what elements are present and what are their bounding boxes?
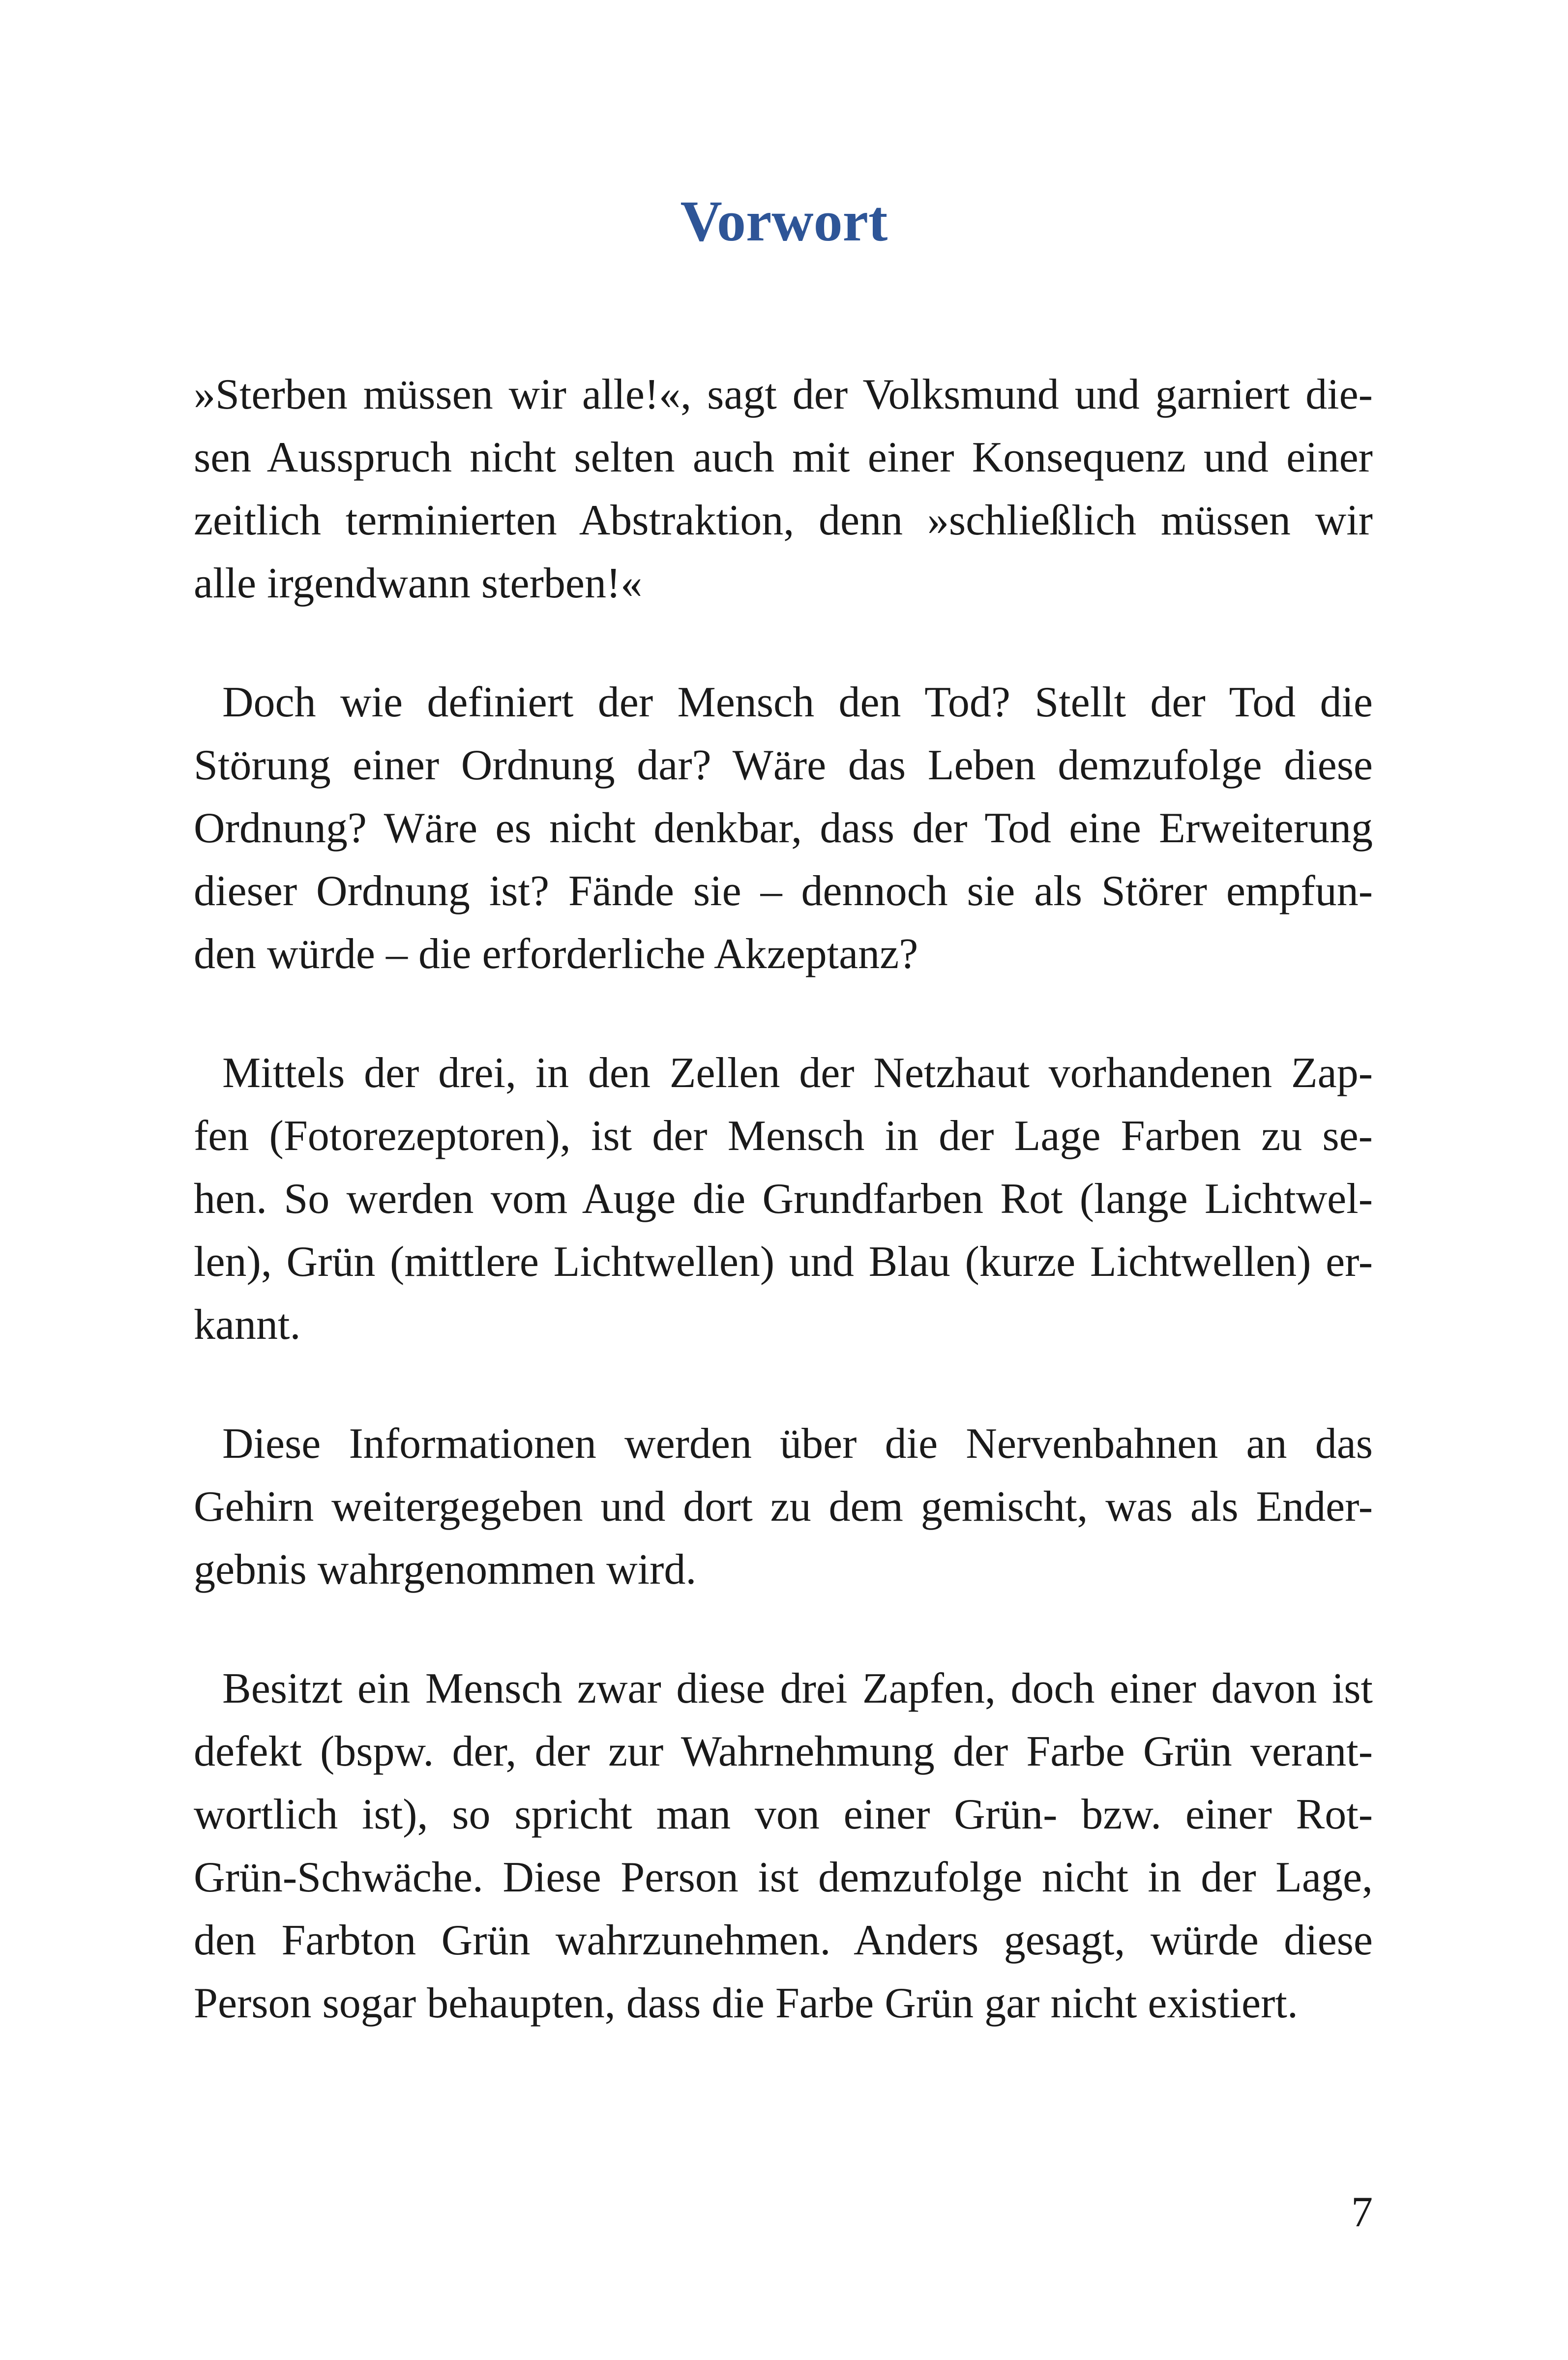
text-line: len), Grün (mittlere Lichtwellen) und Blau (kurze Lichtwellen) er- bbox=[194, 1238, 1373, 1286]
text-line: Person sogar behaupten, dass die Farbe Grün gar nicht existiert. bbox=[194, 1979, 1298, 2027]
text-line: Gehirn weitergegeben und dort zu dem gemischt, was als Ender- bbox=[194, 1483, 1373, 1531]
page-title: Vorwort bbox=[680, 189, 888, 253]
page-number: 7 bbox=[1351, 2188, 1373, 2236]
text-line: dieser Ordnung ist? Fände sie – dennoch sie als Störer empfun- bbox=[194, 867, 1373, 915]
text-line: Grün-Schwäche. Diese Person ist demzufolge nicht in der Lage, bbox=[194, 1854, 1373, 1901]
text-line: zeitlich terminierten Abstraktion, denn »schließlich müssen wir bbox=[194, 497, 1373, 544]
text-line: alle irgendwann sterben!« bbox=[194, 560, 643, 607]
text-line: wortlich ist), so spricht man von einer Grün- bzw. einer Rot- bbox=[194, 1791, 1373, 1838]
text-line: hen. So werden vom Auge die Grundfarben Rot (lange Lichtwel- bbox=[194, 1175, 1373, 1223]
text-line: Ordnung? Wäre es nicht denkbar, dass der Tod eine Erweiterung bbox=[194, 804, 1373, 852]
text-line: Mittels der drei, in den Zellen der Netzhaut vorhandenen Zap- bbox=[222, 1049, 1373, 1097]
text-line: den Farbton Grün wahrzunehmen. Anders gesagt, würde diese bbox=[194, 1917, 1373, 1964]
text-line: Doch wie definiert der Mensch den Tod? Stellt der Tod die bbox=[222, 678, 1373, 726]
text-line: Störung einer Ordnung dar? Wäre das Leben demzufolge diese bbox=[194, 741, 1373, 789]
text-line: Diese Informationen werden über die Nervenbahnen an das bbox=[222, 1420, 1373, 1468]
text-line: den würde – die erforderliche Akzeptanz? bbox=[194, 930, 918, 978]
text-line: fen (Fotorezeptoren), ist der Mensch in der Lage Farben zu se- bbox=[194, 1112, 1373, 1160]
text-line: Besitzt ein Mensch zwar diese drei Zapfen, doch einer davon ist bbox=[222, 1665, 1373, 1712]
text-line: gebnis wahrgenommen wird. bbox=[194, 1546, 697, 1593]
text-line: defekt (bspw. der, der zur Wahrnehmung der Farbe Grün verant- bbox=[194, 1728, 1373, 1775]
text-line: »Sterben müssen wir alle!«, sagt der Volksmund und garniert die- bbox=[194, 371, 1373, 418]
text-line: kannt. bbox=[194, 1301, 301, 1349]
text-line: sen Ausspruch nicht selten auch mit einer Konsequenz und einer bbox=[194, 434, 1373, 481]
